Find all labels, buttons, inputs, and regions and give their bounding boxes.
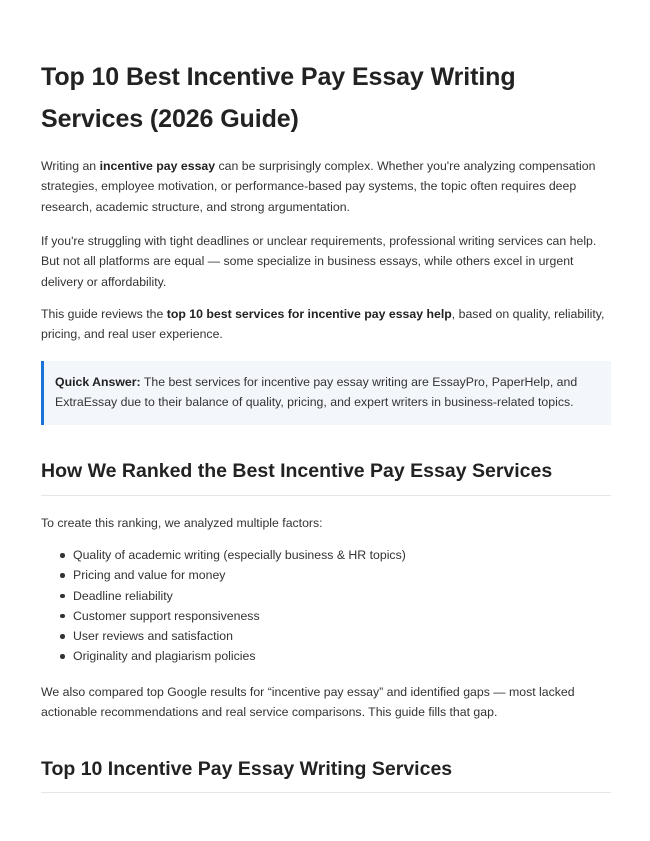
quick-answer-callout bbox=[41, 361, 611, 425]
list-item: Pricing and value for money bbox=[73, 565, 643, 585]
intro-3-text-start: This guide reviews the bbox=[41, 307, 167, 321]
intro-1-text-start: Writing an bbox=[41, 159, 100, 173]
intro-1-bold-term: incentive pay essay bbox=[99, 159, 216, 173]
quick-answer-body: The best services for incentive pay essay writing are EssayPro, PaperHelp, and ExtraEssay due to their balance of quality, pricing, and expert writers in business-related topics. bbox=[55, 375, 578, 410]
intro-paragraph-3 bbox=[41, 304, 611, 345]
quick-answer-label: Quick Answer: bbox=[55, 375, 141, 389]
list-item: Customer support responsiveness bbox=[73, 606, 643, 626]
section-heading-ranking: How We Ranked the Best Incentive Pay Essay Services bbox=[41, 460, 553, 482]
section-divider bbox=[41, 495, 611, 496]
page-title: Top 10 Best Incentive Pay Essay Writing Services (2026 Guide) bbox=[41, 63, 516, 133]
section-heading-top-10: Top 10 Incentive Pay Essay Writing Services bbox=[41, 758, 453, 780]
ranking-factors-list bbox=[41, 545, 643, 667]
list-item: Originality and plagiarism policies bbox=[73, 646, 643, 666]
quick-answer-text bbox=[55, 372, 599, 413]
list-item: User reviews and satisfaction bbox=[73, 626, 643, 646]
intro-1-text-end: can be surprisingly complex. Whether you're analyzing compensation strategies, employee motivation, or performance-based pay systems, the topic often requires deep research, academic structure, and strong argumentation. bbox=[41, 159, 596, 214]
ranking-closing-text: We also compared top Google results for “incentive pay essay” and identified gaps — most lacked actionable recommendations and real service comparisons. This guide fills that gap. bbox=[41, 685, 575, 720]
section-divider bbox=[41, 792, 611, 793]
intro-3-bold-term: top 10 best services for incentive pay essay help bbox=[166, 307, 452, 321]
intro-paragraph-1 bbox=[41, 156, 611, 217]
intro-3-text-end: , based on quality, reliability, pricing, and real user experience. bbox=[41, 307, 605, 342]
list-item: Deadline reliability bbox=[73, 586, 643, 606]
list-item: Quality of academic writing (especially business & HR topics) bbox=[73, 545, 643, 565]
ranking-lead-text: To create this ranking, we analyzed multiple factors: bbox=[41, 516, 323, 530]
intro-paragraph-2: If you're struggling with tight deadlines or unclear requirements, professional writing services can help. But not all platforms are equal — some specialize in business essays, while others excel in urgent delivery or affordability. bbox=[41, 234, 597, 289]
